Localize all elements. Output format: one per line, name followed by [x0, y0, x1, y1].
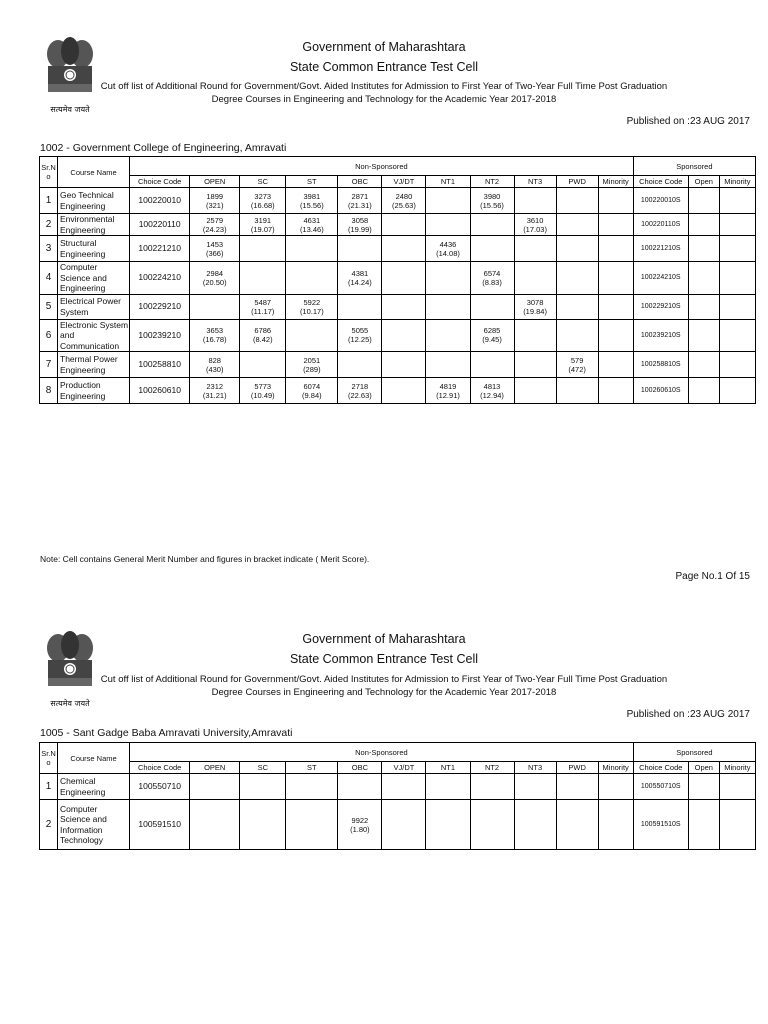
merit-number: 4381 — [351, 268, 369, 278]
cutoff-cell — [190, 319, 240, 352]
sponsored-open — [688, 214, 719, 236]
cutoff-cell — [426, 262, 470, 295]
merit-score: (321) — [205, 200, 224, 210]
cutoff-cell — [556, 188, 598, 214]
table-row — [40, 262, 756, 295]
cutoff-cell — [426, 774, 470, 800]
page-number: Page No.1 Of 15 — [675, 571, 750, 582]
merit-number: 5487 — [254, 297, 272, 307]
cutoff-cell — [382, 352, 426, 378]
cutoff-cell — [470, 378, 514, 404]
merit-score: (12.91) — [436, 390, 460, 400]
merit-score: (12.25) — [348, 335, 372, 345]
sponsored-choice-code: 100550710S — [633, 774, 688, 800]
cutoff-cell — [190, 236, 240, 262]
cutoff-cell — [556, 800, 598, 850]
cutoff-cell — [598, 236, 633, 262]
published-date: Published on :23 AUG 2017 — [626, 116, 750, 127]
header-course-name: Course Name — [58, 157, 130, 188]
sponsored-choice-code: 100224210S — [633, 262, 688, 295]
header-col: PWD — [556, 762, 598, 774]
course-name: Electronic System and Communication — [58, 319, 130, 352]
choice-code: 100220010 — [130, 188, 190, 214]
header-sponsored: Sponsored — [633, 743, 755, 762]
merit-number: 2051 — [303, 355, 321, 365]
cutoff-cell — [338, 188, 382, 214]
header-col: OBC — [338, 762, 382, 774]
cutoff-cell — [240, 236, 286, 262]
cutoff-cell — [286, 188, 338, 214]
cutoff-cell — [338, 774, 382, 800]
cutoff-cell — [286, 214, 338, 236]
cutoff-cell — [338, 378, 382, 404]
cutoff-cell — [240, 294, 286, 319]
header-col: PWD — [556, 176, 598, 188]
svg-text:सत्यमेव जयते: सत्यमेव जयते — [50, 699, 90, 708]
cutoff-cell — [426, 294, 470, 319]
cutoff-cell — [286, 378, 338, 404]
header-col: SC — [240, 176, 286, 188]
cutoff-cell — [286, 774, 338, 800]
course-name: Computer Science and Information Technology — [58, 800, 130, 850]
cutoff-cell — [382, 262, 426, 295]
sponsored-minority — [719, 236, 755, 262]
sponsored-minority — [719, 214, 755, 236]
row-sr-no: 6 — [40, 319, 58, 352]
sponsored-choice-code: 100229210S — [633, 294, 688, 319]
table-row — [40, 319, 756, 352]
course-name: Structural Engineering — [58, 236, 130, 262]
cutoff-cell — [470, 236, 514, 262]
header-sponsored-col: Minority — [719, 762, 755, 774]
table-row — [40, 236, 756, 262]
cutoff-cell — [338, 262, 382, 295]
header-col: NT1 — [426, 762, 470, 774]
merit-score: (8.83) — [482, 277, 502, 287]
cutoff-cell — [382, 188, 426, 214]
sponsored-open — [688, 319, 719, 352]
row-sr-no: 1 — [40, 188, 58, 214]
merit-score: (14.08) — [436, 248, 460, 258]
cutoff-cell — [382, 236, 426, 262]
header-non-sponsored: Non-Sponsored — [130, 157, 634, 176]
cutoff-table — [39, 742, 756, 850]
choice-code: 100221210 — [130, 236, 190, 262]
merit-score: (13.46) — [299, 224, 324, 234]
cutoff-cell — [514, 262, 556, 295]
cutoff-cell — [286, 236, 338, 262]
institute-name: 1005 - Sant Gadge Baba Amravati University,Amravati — [40, 727, 293, 739]
result-page-2 — [0, 596, 768, 1024]
cutoff-cell — [240, 800, 286, 850]
table-row — [40, 352, 756, 378]
cutoff-cell — [514, 378, 556, 404]
merit-score: (11.17) — [251, 306, 275, 316]
merit-score: (17.03) — [523, 224, 547, 234]
cutoff-cell — [598, 800, 633, 850]
merit-score: (289) — [303, 364, 321, 374]
header-col: OPEN — [190, 176, 240, 188]
table-row — [40, 294, 756, 319]
cutoff-cell — [514, 188, 556, 214]
sponsored-open — [688, 262, 719, 295]
sponsored-minority — [719, 319, 755, 352]
row-sr-no: 4 — [40, 262, 58, 295]
cutoff-cell — [426, 319, 470, 352]
header-col: SC — [240, 762, 286, 774]
cutoff-cell — [514, 352, 556, 378]
header-col: NT3 — [514, 176, 556, 188]
header-non-sponsored: Non-Sponsored — [130, 743, 634, 762]
cutoff-cell — [286, 800, 338, 850]
merit-score: (9.45) — [482, 335, 502, 345]
merit-number: 6074 — [303, 381, 321, 391]
cutoff-cell — [598, 774, 633, 800]
cutoff-cell — [514, 319, 556, 352]
course-name: Electrical Power System — [58, 294, 130, 319]
footnote: Note: Cell contains General Merit Number and figures in bracket indicate ( Merit Score). — [40, 554, 370, 564]
cutoff-cell — [382, 774, 426, 800]
cutoff-cell — [240, 262, 286, 295]
list-title: Cut off list of Additional Round for Government/Govt. Aided Institutes for Admission to First Year of Two-Year Full Time Post Graduation — [100, 81, 668, 92]
choice-code: 100229210 — [130, 294, 190, 319]
cutoff-cell — [382, 294, 426, 319]
merit-number: 9922 — [351, 815, 369, 825]
cutoff-cell — [470, 319, 514, 352]
sponsored-open — [688, 800, 719, 850]
merit-score: (20.50) — [202, 277, 227, 287]
merit-score: (15.56) — [480, 200, 504, 210]
header-col: ST — [286, 176, 338, 188]
cutoff-cell — [240, 319, 286, 352]
merit-score: (19.99) — [348, 224, 372, 234]
row-sr-no: 1 — [40, 774, 58, 800]
cutoff-cell — [190, 378, 240, 404]
cutoff-cell — [382, 214, 426, 236]
header-col: NT2 — [470, 762, 514, 774]
table-row — [40, 214, 756, 236]
merit-number: 2579 — [206, 215, 224, 225]
choice-code: 100550710 — [130, 774, 190, 800]
cutoff-cell — [556, 262, 598, 295]
cutoff-cell — [338, 214, 382, 236]
cutoff-cell — [470, 262, 514, 295]
merit-number: 6574 — [483, 268, 501, 278]
sponsored-open — [688, 236, 719, 262]
merit-number: 3191 — [254, 215, 272, 225]
row-sr-no: 5 — [40, 294, 58, 319]
cutoff-cell — [556, 774, 598, 800]
choice-code: 100260610 — [130, 378, 190, 404]
merit-score: (14.24) — [348, 277, 372, 287]
cutoff-cell — [426, 188, 470, 214]
merit-number: 5922 — [303, 297, 321, 307]
list-subtitle: Degree Courses in Engineering and Technology for the Academic Year 2017-2018 — [211, 94, 557, 105]
cutoff-cell — [382, 319, 426, 352]
sponsored-choice-code: 100220110S — [633, 214, 688, 236]
cutoff-cell — [190, 352, 240, 378]
cutoff-cell — [514, 774, 556, 800]
merit-number: 5055 — [351, 326, 369, 336]
header-course-name: Course Name — [58, 743, 130, 774]
cutoff-cell — [338, 800, 382, 850]
sponsored-choice-code: 100260610S — [633, 378, 688, 404]
merit-number: 6786 — [254, 326, 272, 336]
cutoff-cell — [556, 319, 598, 352]
merit-score: (19.84) — [523, 306, 547, 316]
header-col: Minority — [598, 176, 633, 188]
header-col: OPEN — [190, 762, 240, 774]
sponsored-choice-code: 100258810S — [633, 352, 688, 378]
sponsored-minority — [719, 294, 755, 319]
table-row — [40, 188, 756, 214]
table-row — [40, 800, 756, 850]
merit-number: 3610 — [526, 215, 544, 225]
cutoff-cell — [556, 294, 598, 319]
choice-code: 100258810 — [130, 352, 190, 378]
merit-number: 4819 — [439, 381, 457, 391]
cutoff-cell — [514, 294, 556, 319]
sponsored-choice-code: 100221210S — [633, 236, 688, 262]
merit-number: 3653 — [206, 326, 224, 336]
cutoff-cell — [470, 188, 514, 214]
merit-score: (430) — [205, 364, 224, 374]
sponsored-open — [688, 188, 719, 214]
cutoff-cell — [286, 352, 338, 378]
header-sponsored-col: Choice Code — [633, 762, 688, 774]
merit-score: (16.78) — [202, 335, 227, 345]
cutoff-cell — [338, 236, 382, 262]
sponsored-minority — [719, 800, 755, 850]
cutoff-cell — [426, 800, 470, 850]
merit-number: 4631 — [303, 215, 321, 225]
sponsored-choice-code: 100591510S — [633, 800, 688, 850]
cutoff-cell — [426, 352, 470, 378]
merit-number: 579 — [570, 355, 584, 365]
merit-number: 1899 — [206, 191, 224, 201]
merit-number: 3981 — [303, 191, 321, 201]
published-date: Published on :23 AUG 2017 — [626, 709, 750, 720]
cutoff-cell — [286, 319, 338, 352]
cutoff-cell — [190, 188, 240, 214]
svg-text:सत्यमेव जयते: सत्यमेव जयते — [50, 105, 90, 114]
header-sponsored: Sponsored — [633, 157, 755, 176]
cutoff-cell — [470, 294, 514, 319]
header-sponsored-col: Open — [688, 762, 719, 774]
merit-score: (1.80) — [350, 824, 370, 834]
merit-score: (472) — [568, 364, 586, 374]
institute-name: 1002 - Government College of Engineering, Amravati — [40, 142, 287, 154]
cutoff-cell — [598, 262, 633, 295]
merit-score: (10.49) — [250, 390, 275, 400]
header-col: VJ/DT — [382, 176, 426, 188]
cutoff-cell — [382, 378, 426, 404]
cutoff-cell — [190, 774, 240, 800]
header-col: Choice Code — [130, 176, 190, 188]
cell-title: State Common Entrance Test Cell — [289, 652, 479, 666]
header-srno: Sr.N o — [40, 743, 58, 774]
course-name: Thermal Power Engineering — [58, 352, 130, 378]
cutoff-cell — [470, 352, 514, 378]
course-name: Geo Technical Engineering — [58, 188, 130, 214]
cutoff-cell — [556, 236, 598, 262]
sponsored-open — [688, 774, 719, 800]
merit-score: (8.42) — [252, 335, 273, 345]
cutoff-cell — [338, 352, 382, 378]
sponsored-minority — [719, 262, 755, 295]
list-subtitle: Degree Courses in Engineering and Technology for the Academic Year 2017-2018 — [211, 687, 557, 698]
government-title: Government of Maharashtara — [302, 40, 466, 54]
merit-number: 4436 — [439, 239, 457, 249]
list-title: Cut off list of Additional Round for Government/Govt. Aided Institutes for Admission to First Year of Two-Year Full Time Post Graduation — [100, 674, 668, 685]
merit-score: (10.17) — [299, 306, 324, 316]
cutoff-cell — [286, 262, 338, 295]
cutoff-cell — [598, 378, 633, 404]
merit-number: 5773 — [254, 381, 272, 391]
cutoff-cell — [382, 800, 426, 850]
merit-score: (24.23) — [202, 224, 227, 234]
merit-number: 2312 — [206, 381, 224, 391]
cutoff-cell — [190, 800, 240, 850]
merit-number: 828 — [208, 355, 221, 365]
merit-score: (15.56) — [299, 200, 324, 210]
cutoff-table — [39, 156, 756, 404]
choice-code: 100591510 — [130, 800, 190, 850]
cutoff-cell — [598, 319, 633, 352]
table-row — [40, 378, 756, 404]
merit-number: 3078 — [526, 297, 544, 307]
cutoff-cell — [470, 214, 514, 236]
merit-score: (31.21) — [202, 390, 227, 400]
header-srno: Sr.N o — [40, 157, 58, 188]
merit-number: 2984 — [206, 268, 224, 278]
merit-score: (25.63) — [392, 200, 416, 210]
merit-number: 2480 — [395, 191, 413, 201]
government-title: Government of Maharashtara — [302, 632, 466, 646]
course-name: Chemical Engineering — [58, 774, 130, 800]
cutoff-cell — [240, 214, 286, 236]
header-col: Minority — [598, 762, 633, 774]
table-row — [40, 774, 756, 800]
header-col: NT3 — [514, 762, 556, 774]
merit-score: (366) — [205, 248, 224, 258]
cutoff-cell — [598, 214, 633, 236]
merit-number: 3058 — [351, 215, 369, 225]
sponsored-minority — [719, 774, 755, 800]
choice-code: 100220110 — [130, 214, 190, 236]
cutoff-cell — [514, 214, 556, 236]
cutoff-cell — [338, 294, 382, 319]
merit-number: 4813 — [483, 381, 501, 391]
cutoff-cell — [598, 352, 633, 378]
header-sponsored-col: Open — [688, 176, 719, 188]
cutoff-cell — [338, 319, 382, 352]
sponsored-open — [688, 294, 719, 319]
cutoff-cell — [514, 800, 556, 850]
header-col: NT1 — [426, 176, 470, 188]
merit-number: 6285 — [483, 326, 501, 336]
cutoff-cell — [426, 378, 470, 404]
choice-code: 100224210 — [130, 262, 190, 295]
choice-code: 100239210 — [130, 319, 190, 352]
cutoff-cell — [470, 800, 514, 850]
row-sr-no: 3 — [40, 236, 58, 262]
row-sr-no: 7 — [40, 352, 58, 378]
cutoff-cell — [426, 214, 470, 236]
cutoff-cell — [556, 214, 598, 236]
cutoff-cell — [598, 188, 633, 214]
sponsored-choice-code: 100220010S — [633, 188, 688, 214]
merit-number: 2718 — [351, 381, 369, 391]
header-col: VJ/DT — [382, 762, 426, 774]
cutoff-cell — [240, 774, 286, 800]
sponsored-minority — [719, 188, 755, 214]
header-sponsored-col: Minority — [719, 176, 755, 188]
sponsored-minority — [719, 352, 755, 378]
cutoff-cell — [514, 236, 556, 262]
merit-score: (9.84) — [302, 390, 322, 400]
merit-score: (12.94) — [480, 390, 504, 400]
merit-score: (19.07) — [250, 224, 275, 234]
cutoff-cell — [426, 236, 470, 262]
cutoff-cell — [598, 294, 633, 319]
cutoff-cell — [470, 774, 514, 800]
course-name: Environmental Engineering — [58, 214, 130, 236]
sponsored-open — [688, 352, 719, 378]
cutoff-cell — [556, 352, 598, 378]
cutoff-cell — [190, 294, 240, 319]
row-sr-no: 2 — [40, 800, 58, 850]
merit-score: (16.68) — [250, 200, 275, 210]
cutoff-cell — [556, 378, 598, 404]
merit-number: 1453 — [206, 239, 224, 249]
sponsored-minority — [719, 378, 755, 404]
cutoff-cell — [190, 262, 240, 295]
header-sponsored-col: Choice Code — [633, 176, 688, 188]
sponsored-open — [688, 378, 719, 404]
merit-number: 3273 — [254, 191, 272, 201]
merit-score: (21.31) — [348, 200, 372, 210]
merit-score: (22.63) — [348, 390, 372, 400]
cutoff-cell — [190, 214, 240, 236]
header-col: Choice Code — [130, 762, 190, 774]
row-sr-no: 8 — [40, 378, 58, 404]
cutoff-cell — [240, 188, 286, 214]
sponsored-choice-code: 100239210S — [633, 319, 688, 352]
course-name: Computer Science and Engineering — [58, 262, 130, 295]
merit-number: 3980 — [483, 191, 501, 201]
merit-number: 2871 — [351, 191, 369, 201]
header-col: OBC — [338, 176, 382, 188]
header-col: ST — [286, 762, 338, 774]
cutoff-cell — [240, 378, 286, 404]
header-col: NT2 — [470, 176, 514, 188]
course-name: Production Engineering — [58, 378, 130, 404]
cutoff-cell — [286, 294, 338, 319]
cell-title: State Common Entrance Test Cell — [289, 60, 479, 74]
cutoff-cell — [240, 352, 286, 378]
row-sr-no: 2 — [40, 214, 58, 236]
